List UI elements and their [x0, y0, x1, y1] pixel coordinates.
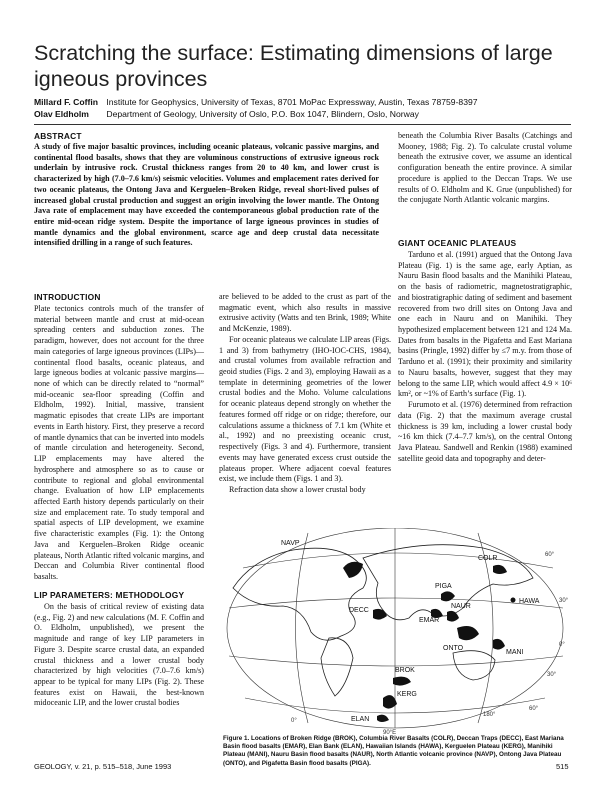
- col2-paragraph: are believed to be added to the crust as part of the magmatic event, which also results in massive extrusive activity (Watts and ten Brink, 1989; White and McKenzie, 1989).: [219, 292, 391, 334]
- intro-column: [34, 304, 204, 583]
- map-label: PIGA: [435, 583, 452, 590]
- province-elan: [377, 715, 389, 722]
- longitude-label: 0°: [291, 718, 297, 724]
- map-label: COLR: [478, 555, 498, 562]
- latitude-label: 0°: [559, 642, 565, 648]
- intro-heading: INTRODUCTION: [34, 292, 101, 302]
- province-hawa: [511, 598, 516, 603]
- province-naur: [447, 611, 459, 622]
- col2-paragraph: For oceanic plateaus we calculate LIP areas (Figs. 1 and 3) from bathymetry (IHO-IOC-CHS, 1984), and crustal volumes from available refraction and geoid studies (Figs. 2 and 3), employing Hawaii as a template in determining geometries of the lower crustal bodies and the Moho. Volume calculations for oceanic plateaus depend strongly on whether the features formed off ridge or on ridge; therefore, our calculations assume a thickness of 7.1 km (White et al., 1992) and no preexisting oceanic crust, respectively (Figs. 3 and 4). Furthermore, transient events may have generated excess crust outside the plateaus proper. Where adjacent coeval features exist, we include them (Figs. 1 and 3).: [219, 334, 391, 484]
- methodology-paragraph: On the basis of critical review of existing data (e.g., Fig. 2) and new calculations (M. F. Coffin and O. Eldholm, unpublished), we present the magnitude and range of key LIP parameters in Figure 3. Despite scarce crustal data, an expanded crustal thickness and a lower crustal body characterized by high velocities (7.0–7.6 km/s) appear to be typical for many LIPs (Fig. 2). These features exist on Hawaii, the best-known midoceanic LIP, and the lower crustal bodies: [34, 602, 204, 708]
- map-label: MANI: [506, 649, 524, 656]
- journal-footer: GEOLOGY, v. 21, p. 515–518, June 1993: [34, 762, 172, 771]
- continent-outline: [233, 548, 366, 640]
- map-label: ONTO: [443, 645, 464, 652]
- page-number: 515: [556, 762, 569, 771]
- map-label: ELAN: [351, 716, 370, 723]
- abstract-heading: ABSTRACT: [34, 131, 82, 141]
- col3-paragraph: beneath the Columbia River Basalts (Catchings and Mooney, 1988; Fig. 2). To calculate crustal volume beneath the extrusive cover, we assume an identical configuration beneath the entire province. A similar procedure is applied to the Deccan Traps. We use results of O. Eldholm and K. Grue (unpublished) for the conjugate North Atlantic volcanic margins.: [398, 131, 572, 205]
- province-decc: [373, 609, 387, 620]
- latitude-label: 60°: [529, 706, 539, 712]
- latitude-line: [243, 553, 553, 568]
- latitude-line: [229, 656, 563, 666]
- column-three: [398, 131, 572, 206]
- map-label: DECC: [349, 607, 369, 614]
- map-label: NAUR: [451, 603, 471, 610]
- author-affiliation: Department of Geology, University of Oslo, P.O. Box 1047, Blindern, Oslo, Norway: [106, 109, 419, 119]
- longitude-label: 180°: [483, 712, 496, 718]
- author-block: [34, 96, 594, 120]
- map-label: BROK: [395, 667, 415, 674]
- province-navp: [343, 562, 363, 578]
- map-label: EMAR: [419, 617, 440, 624]
- province-onto: [457, 626, 479, 640]
- abstract-text: A study of five major basaltic provinces, including oceanic plateaus, volcanic passive margins, and continental flood basalts, shows that they are voluminous constructions of extrusive igneous rock underlain by intrusive rock. Crustal thickness ranges from 20 to 40 km, and lower crust is characterized by high (7.0–7.6 km/s) seismic velocities. Volumes and emplacement rates derived for two oceanic plateaus, the Ontong Java and Kerguelen–Broken Ridge, reveal short-lived pulses of increased global crustal production and suggest an origin involving the lower mantle. The Ontong Java rate of emplacement may have exceeded the contemporaneous global production rate of the entire mid-ocean ridge system. Despite the importance of large igneous provinces in studies of mantle dynamics and the global environment, scarce age and deep crustal data necessitate intensified drilling in a range of such features.: [34, 142, 379, 248]
- author-affiliation: Institute for Geophysics, University of Texas, 8701 MoPac Expressway, Austin, Texas 78759-8397: [106, 97, 478, 107]
- latitude-label: 60°: [545, 552, 555, 558]
- methodology-column: [34, 602, 204, 709]
- author-row: [34, 108, 594, 120]
- world-map-figure: [223, 528, 571, 746]
- longitude-line: [296, 533, 309, 723]
- giant-plateaus-heading: GIANT OCEANIC PLATEAUS: [398, 238, 517, 248]
- map-label: HAWA: [519, 598, 540, 605]
- province-colr: [493, 565, 507, 574]
- province-piga: [441, 591, 455, 601]
- continent-outline: [453, 651, 495, 680]
- giant-plateaus-column: [398, 250, 572, 464]
- figure-caption: Figure 1. Locations of Broken Ridge (BROK), Columbia River Basalts (COLR), Deccan Traps (DECC), East Mariana Basin flood basalts (EMAR), Elan Bank (ELAN), Hawaiian Islands (HAWA), Kerguelen Plateau (KERG), Manihiki Plateau (MANI), Nauru Basin flood basalts (NAUR), North Atlantic volcanic province (NAVP), Ontong Java Plateau (ONTO), and Pigafetta Basin flood basalts (PIGA).: [223, 735, 564, 767]
- map-label: NAVP: [281, 540, 300, 547]
- province-brok: [393, 677, 411, 686]
- column-two: [219, 292, 391, 496]
- author-name: Millard F. Coffin: [34, 97, 98, 107]
- intro-paragraph: Plate tectonics controls much of the transfer of material between mantle and crust at mid-ocean spreading centers and subduction zones. The paradigm, however, does not account for the three main categories of large igneous provinces (LIPs)—continental flood basalts, oceanic plateaus, and large igneous bodies at volcanic passive margins—none of which can be directly related to “normal” mid-oceanic sea-floor spreading (Coffin and Eldholm, 1992). Initial, massive, transient magmatic episodes that create LIPs are important events in Earth history. First, they preserve a record of mantle dynamics that can be inverted into models of mantle circulation and heterogeneity. Second, LIP emplacements may have altered the hydrosphere and atmosphere so as to cause or contribute to regional and global environmental change. Evaluation of how LIP emplacements affected Earth history depends particularly on their size and emplacement rate. To study temporal and spatial aspects of LIP development, we examine five characteristic examples (Fig. 1): the Ontong Java and Kerguelen–Broken Ridge oceanic plateaus, North Atlantic rifted volcanic margins, and Deccan and Columbia River continental flood basalts.: [34, 304, 204, 581]
- paper-title: Scratching the surface: Estimating dimensions of large igneous provinces: [34, 41, 553, 91]
- latitude-label: 30°: [559, 598, 569, 604]
- methodology-heading: LIP PARAMETERS: METHODOLOGY: [34, 590, 185, 600]
- author-name: Olav Eldholm: [34, 109, 89, 119]
- latitude-label: 30°: [547, 672, 557, 678]
- continent-outline: [321, 638, 353, 696]
- author-row: [34, 96, 594, 108]
- giant-paragraph: Furumoto et al. (1976) determined from refraction data (Fig. 2) that the maximum average crustal thickness is 39 km, including a lower crustal body ~16 km thick (7.4–7.7 km/s), on the central Ontong Java Plateau. Sandwell and Renkin (1988) examined satellite geoid data and topography and deter-: [398, 400, 572, 463]
- longitude-label: 90°E: [383, 730, 397, 736]
- col2-paragraph: Refraction data show a lower crustal body: [229, 484, 366, 494]
- giant-paragraph: Tarduno et al. (1991) argued that the Ontong Java Plateau (Fig. 1) is the same age, early Aptian, as Nauru Basin flood basalts and the Manihiki Plateau, on the basis of radiometric, magnetostratigraphic, and biostratigraphic dating of sediment and basement recovered from two drill sites on Ontong Java and one each in Nauru and on Manihiki. They hypothesized emplacement between 121 and 124 Ma. Dates from basalts in the Pigafetta and East Mariana basins (Pringle, 1992) differ by ≤7 m.y. from those of Tarduno et al. (1991); their proximity and similarity to Nauru basalts, however, suggest that they may belong to the same LIP, which would affect 4.9 × 10⁶ km², or ~1% of Earth’s surface (Fig. 1).: [398, 250, 572, 399]
- province-mani: [493, 639, 505, 650]
- header-rule: [34, 124, 571, 125]
- map-label: KERG: [397, 691, 417, 698]
